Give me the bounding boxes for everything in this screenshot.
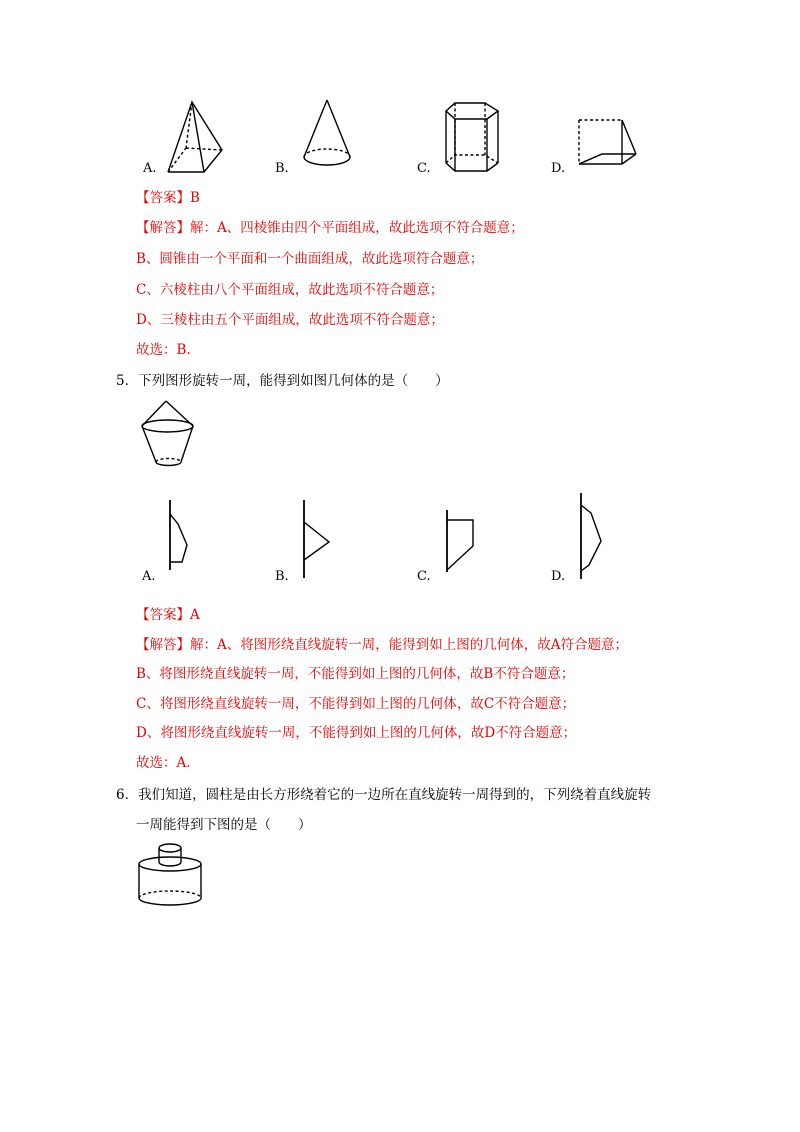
triangular-prism-figure — [576, 114, 640, 172]
q4-option-a: A. — [143, 161, 157, 176]
q4-option-c: C. — [417, 161, 431, 176]
hexagonal-prism-figure — [443, 101, 501, 173]
cone-frustum-solid-figure — [140, 399, 198, 469]
q5-question: 5．下列图形旋转一周，能得到如图几何体的是（ ） — [116, 373, 449, 389]
q4-answer: 【答案】B — [136, 190, 200, 206]
q5-analysis-line: 【解答】解：A、将图形绕直线旋转一周，能得到如上图的几何体，故A符合题意； — [136, 637, 628, 653]
q4-option-d: D. — [551, 161, 566, 176]
q5-analysis-line: B、将图形绕直线旋转一周，不能得到如上图的几何体，故B不符合题意； — [136, 666, 575, 682]
q4-analysis-line: B、圆锥由一个平面和一个曲面组成，故此选项符合题意； — [136, 251, 484, 267]
q4-conclusion: 故选：B. — [136, 342, 191, 358]
q5-option-a-figure — [164, 500, 194, 572]
q5-option-b: B. — [275, 569, 289, 584]
q5-analysis-line: D、将图形绕直线旋转一周，不能得到如上图的几何体，故D不符合题意； — [136, 725, 577, 741]
stacked-cylinders-figure — [137, 840, 205, 908]
q4-option-b: B. — [275, 161, 289, 176]
q6-question-line2: 一周能得到下图的是（ ） — [136, 817, 312, 833]
q4-analysis-line: C、六棱柱由八个平面组成，故此选项不符合题意； — [136, 282, 444, 298]
q5-option-d: D. — [551, 569, 566, 584]
cone-figure — [302, 98, 352, 176]
q5-option-d-figure — [577, 493, 607, 581]
q5-option-b-figure — [299, 500, 335, 580]
q5-option-c-figure — [443, 510, 477, 574]
q5-conclusion: 故选：A. — [136, 755, 191, 771]
q6-question-line1: 6．我们知道，圆柱是由长方形绕着它的一边所在直线旋转一周得到的，下列绕着直线旋转 — [116, 787, 652, 803]
q4-analysis-line: 【解答】解：A、四棱锥由四个平面组成，故此选项不符合题意； — [136, 220, 524, 236]
q5-option-a: A. — [142, 569, 156, 584]
pyramid-figure — [162, 100, 226, 175]
q5-option-c: C. — [417, 569, 431, 584]
q5-answer: 【答案】A — [136, 607, 200, 623]
q5-analysis-line: C、将图形绕直线旋转一周，不能得到如上图的几何体，故C不符合题意； — [136, 696, 576, 712]
q4-analysis-line: D、三棱柱由五个平面组成，故此选项不符合题意； — [136, 312, 444, 328]
